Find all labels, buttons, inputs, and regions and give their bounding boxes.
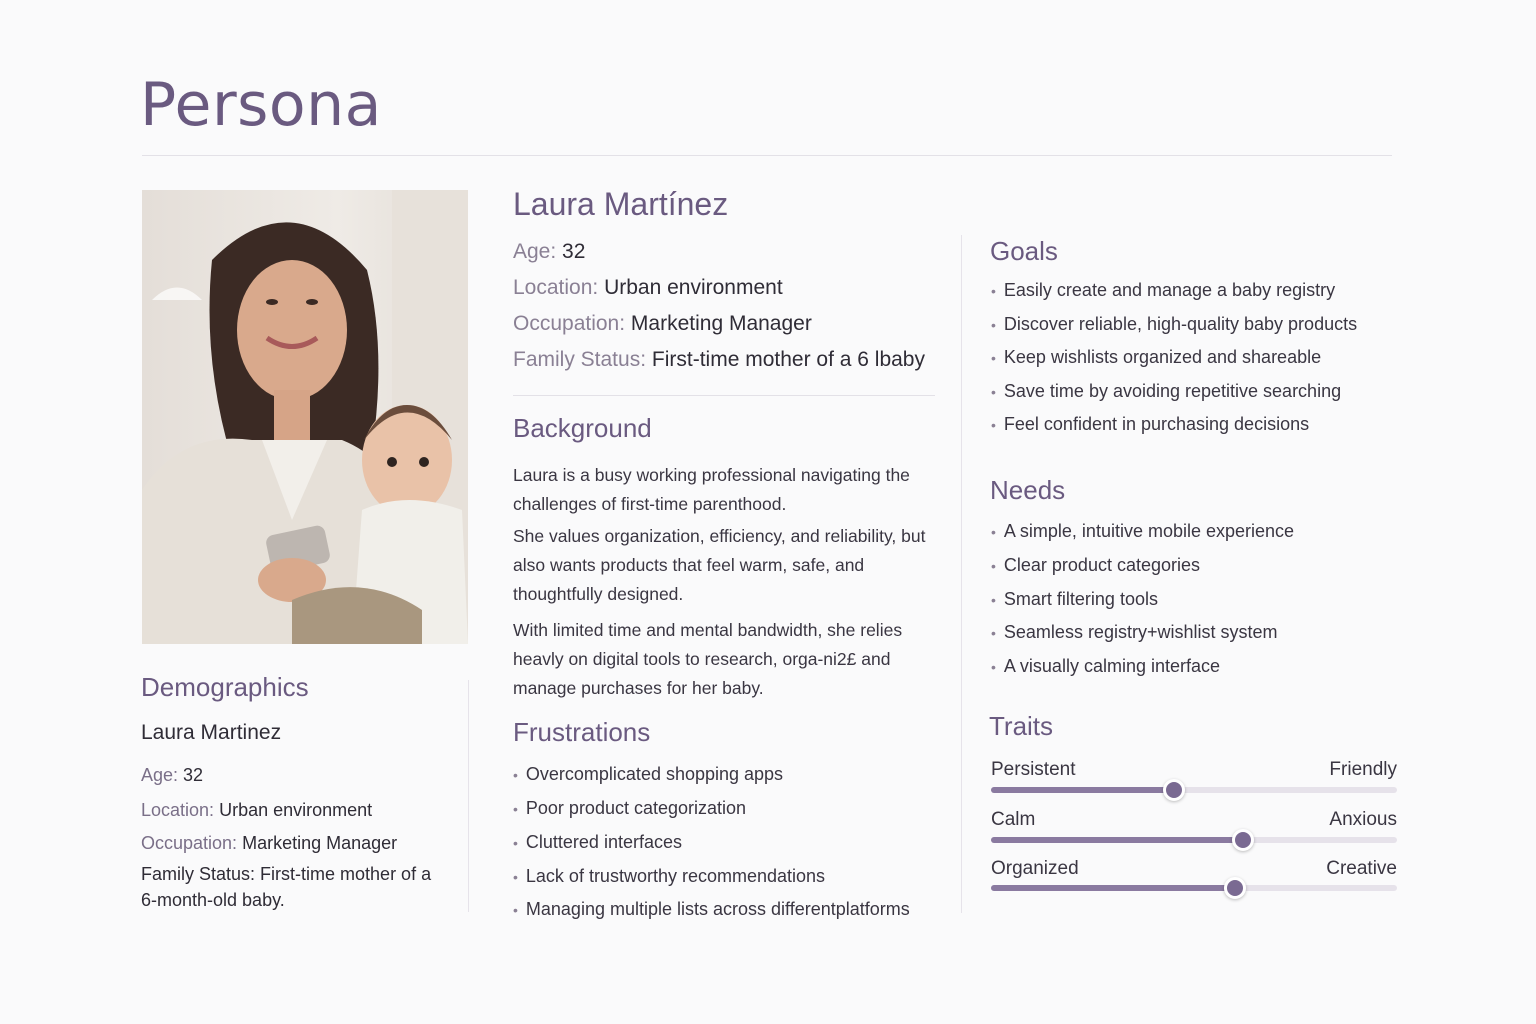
frustration-item — [513, 899, 910, 920]
trait-right-label: Anxious — [1329, 809, 1397, 830]
slider-thumb[interactable] — [1163, 779, 1185, 801]
profile-occupation — [513, 312, 812, 336]
trait-slider-calm-anxious[interactable] — [991, 837, 1397, 843]
demographics-age — [141, 762, 451, 788]
goal-item — [991, 347, 1321, 368]
goal-item — [991, 414, 1309, 435]
background-paragraph: Laura is a busy working professional navigating the challenges of first-time parenthood. — [513, 465, 910, 514]
goal-text: Discover reliable, high-quality baby products — [1003, 314, 1358, 334]
need-text: A visually calming interface — [1003, 656, 1221, 676]
need-text: Smart filtering tools — [1003, 589, 1158, 609]
frustration-item — [513, 764, 783, 785]
background-paragraph: She values organization, efficiency, and reliability, but also wants products that feel warm, safe, and thoughtfully designed. — [513, 526, 926, 604]
profile-family — [513, 348, 925, 372]
bullet-icon: • — [991, 625, 996, 641]
slider-thumb[interactable] — [1232, 829, 1254, 851]
page-title: Persona — [140, 70, 382, 140]
bullet-icon: • — [991, 350, 996, 366]
demographics-family — [141, 861, 446, 913]
frustration-item — [513, 832, 682, 853]
need-text: Seamless registry+wishlist system — [1003, 622, 1278, 642]
goal-text: Feel confident in purchasing decisions — [1003, 414, 1310, 434]
bullet-icon: • — [513, 835, 518, 851]
needs-title: Needs — [990, 475, 1066, 505]
goal-item — [991, 280, 1335, 301]
bullet-icon: • — [991, 558, 996, 574]
frustration-text: Managing multiple lists across differentplatforms — [525, 899, 910, 919]
demographics-occupation-label: Occupation: — [141, 833, 238, 853]
profile-occupation-label: Occupation: — [513, 312, 626, 335]
profile-occupation-value: Marketing Manager — [630, 312, 812, 335]
background-paragraph: With limited time and mental bandwidth, she relies heavly on digital tools to research, orga-ni2£ and manage purchases for her baby. — [513, 620, 903, 698]
traits-title: Traits — [989, 711, 1054, 741]
need-text: A simple, intuitive mobile experience — [1003, 521, 1295, 541]
column-divider — [961, 235, 962, 913]
trait-left-label: Organized — [991, 858, 1079, 879]
slider-fill — [991, 787, 1174, 793]
trait-left-label: Persistent — [991, 759, 1076, 780]
bullet-icon: • — [991, 283, 996, 299]
frustration-text: Cluttered interfaces — [525, 832, 682, 852]
background-title: Background — [513, 413, 652, 443]
persona-name: Laura Martínez — [513, 186, 729, 222]
demographics-divider — [468, 680, 469, 912]
bullet-icon: • — [991, 592, 996, 608]
demographics-location-value: Urban environment — [219, 800, 373, 820]
goal-item — [991, 314, 1357, 335]
frustration-item — [513, 866, 825, 887]
profile-divider — [513, 395, 935, 396]
bullet-icon: • — [991, 524, 996, 540]
profile-family-value: First-time mother of a 6 lbaby — [651, 348, 925, 371]
demographics-age-value: 32 — [183, 765, 204, 785]
frustration-text: Poor product categorization — [525, 798, 747, 818]
bullet-icon: • — [991, 317, 996, 333]
goal-text: Keep wishlists organized and shareable — [1003, 347, 1322, 367]
profile-age-label: Age: — [513, 240, 557, 263]
frustration-item — [513, 798, 746, 819]
bullet-icon: • — [513, 801, 518, 817]
goal-text: Easily create and manage a baby registry — [1003, 280, 1336, 300]
slider-thumb[interactable] — [1224, 877, 1246, 899]
trait-right-label: Friendly — [1329, 759, 1397, 780]
frustration-text: Lack of trustworthy recommendations — [525, 866, 826, 886]
bullet-icon: • — [513, 869, 518, 885]
profile-location — [513, 276, 783, 300]
demographics-name: Laura Martinez — [141, 721, 282, 744]
demographics-family-label: Family Status: — [141, 864, 256, 884]
demographics-occupation-value: Marketing Manager — [242, 833, 398, 853]
slider-fill — [991, 885, 1235, 891]
profile-age — [513, 240, 585, 264]
bullet-icon: • — [991, 659, 996, 675]
demographics-location — [141, 797, 451, 823]
profile-location-value: Urban environment — [604, 276, 783, 299]
bullet-icon: • — [513, 902, 518, 918]
frustrations-title: Frustrations — [513, 717, 651, 747]
need-text: Clear product categories — [1003, 555, 1201, 575]
goals-title: Goals — [990, 236, 1058, 266]
profile-location-label: Location: — [513, 276, 599, 299]
need-item — [991, 555, 1200, 576]
demographics-age-label: Age: — [141, 765, 179, 785]
profile-age-value: 32 — [562, 240, 586, 263]
slider-fill — [991, 837, 1243, 843]
bullet-icon: • — [991, 417, 996, 433]
profile-family-label: Family Status: — [513, 348, 647, 371]
goal-text: Save time by avoiding repetitive searching — [1003, 381, 1342, 401]
need-item — [991, 521, 1294, 542]
demographics-location-label: Location: — [141, 800, 215, 820]
trait-left-label: Calm — [991, 809, 1036, 830]
frustration-text: Overcomplicated shopping apps — [525, 764, 784, 784]
need-item — [991, 656, 1220, 677]
title-divider — [142, 155, 1392, 156]
demographics-family-value: First-time mother of a 6-month-old baby. — [141, 864, 432, 910]
persona-photo — [142, 190, 468, 644]
trait-slider-persistent-friendly[interactable] — [991, 787, 1397, 793]
trait-slider-organized-creative[interactable] — [991, 885, 1397, 891]
trait-right-label: Creative — [1326, 858, 1397, 879]
bullet-icon: • — [991, 384, 996, 400]
bullet-icon: • — [513, 767, 518, 783]
demographics-title: Demographics — [141, 672, 309, 702]
need-item — [991, 622, 1277, 643]
demographics-occupation — [141, 830, 451, 856]
goal-item — [991, 381, 1341, 402]
need-item — [991, 589, 1158, 610]
